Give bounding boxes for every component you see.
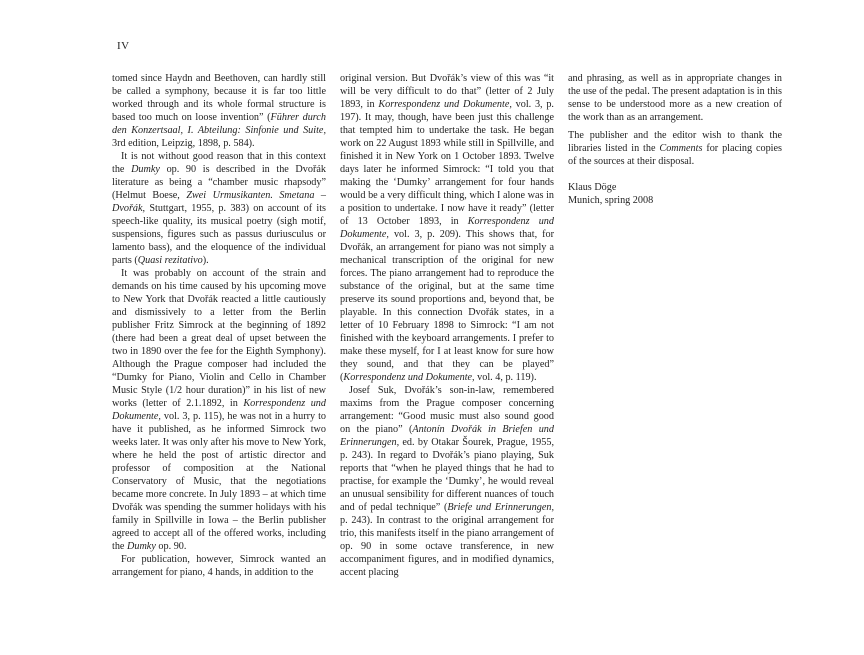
text-run: vol. 4, p. 119). bbox=[474, 372, 537, 383]
italic-text-run: Zwei Urmusikanten. Smetana – Dvořák, bbox=[112, 190, 326, 214]
paragraph bbox=[112, 267, 326, 553]
text-run: Munich, spring 2008 bbox=[568, 195, 654, 206]
italic-text-run: Korrespondenz und Dokumente, bbox=[378, 99, 512, 110]
text-column-middle bbox=[340, 72, 554, 579]
italic-text-run: Quasi rezitativo bbox=[137, 255, 203, 266]
text-run: ). bbox=[202, 255, 209, 266]
italic-text-run: Korrespondenz und Dokumente, bbox=[340, 216, 554, 240]
paragraph bbox=[568, 181, 782, 207]
italic-text-run: Korrespondenz und Dokumente, bbox=[112, 398, 326, 422]
italic-text-run: Führer durch den Konzertsaal, I. Abteilung: Sinfonie und Suite, bbox=[112, 112, 327, 136]
paragraph bbox=[112, 553, 326, 579]
text-run: ed. by Otakar Šourek, Prague, 1955, p. 243). In regard to Dvořák’s piano playing, Suk reports that “when he played things that he had to practise, for example the ‘Dumky’, he would reveal an unusual sensibility for different nuances of touch and of pedal technique” ( bbox=[340, 437, 554, 513]
paragraph bbox=[112, 150, 326, 267]
text-run: p. 243). In contrast to the original arrangement for trio, this manifests itself in the piano arrangement of op. 90 in some octave transference, in new accompaniment figures, and in modified dynamics, accent placing bbox=[340, 515, 554, 578]
text-run: Stuttgart, 1955, p. 383) on account of its speech-like quality, its musical poetry (sigh motif, suspensions, figures such as passus duriusculus or lamento bass), and the eloquence of the individual parts ( bbox=[112, 203, 326, 266]
text-run: It is not without good reason that in this context the bbox=[112, 151, 326, 175]
paragraph bbox=[340, 72, 554, 384]
text-run: 3rd edition, Leipzig, 1898, p. 584). bbox=[112, 138, 255, 149]
italic-text-run: Antonín Dvořák in Briefen und Erinnerungen, bbox=[340, 424, 554, 448]
text-run: and phrasing, as well as in appropriate changes in the use of the pedal. The present adaptation is in this sense to be understood more as a new creation of the work than as an arrangement. bbox=[568, 73, 782, 123]
text-column-left bbox=[112, 72, 326, 579]
text-run: tomed since Haydn and Beethoven, can hardly still be called a symphony, because it is far too little worked through and its whole formal structure is based too much on loose invention” ( bbox=[112, 73, 326, 123]
text-columns bbox=[112, 72, 784, 579]
text-run: for placing copies of the sources at their disposal. bbox=[568, 143, 782, 167]
text-run: The publisher and the editor wish to thank the libraries listed in the bbox=[568, 130, 782, 154]
text-run: For publication, however, Simrock wanted an arrangement for piano, 4 hands, in addition to the bbox=[112, 554, 326, 578]
paragraph bbox=[112, 72, 326, 150]
text-run: It was probably on account of the strain and demands on his time caused by his upcoming move to New York that Dvořák reacted a little cautiously and dismissively to a letter from the Berlin publisher Fritz Simrock at the beginning of 1892 (there had been a great deal of upset between the two in 1890 over the fee for the Eighth Symphony). Although the Prague composer had included the “Dumky for Piano, Violin and Cello in Chamber Music Style (1/2 hour duration)” in his list of new works (letter of 2.1.1892, in bbox=[112, 268, 326, 409]
italic-text-run: Dumky bbox=[131, 164, 160, 175]
text-run: Klaus Döge bbox=[568, 182, 617, 193]
text-run: vol. 3, p. 209). This shows that, for Dvořák, an arrangement for piano was not simply a mechanical transcription of the original for new forces. The piano arrangement had to reproduce the substance of the original, but at the same time preserve its sound proportions and, beyond that, be playable. In this connection Dvořák states, in a letter of 10 February 1898 to Simrock: “I am not finished with the keyboard arrangements. I prefer to make these myself, for I at least know for sure how they sound, and that they can be played” ( bbox=[340, 229, 554, 383]
text-run: op. 90. bbox=[155, 541, 187, 552]
italic-text-run: Comments bbox=[659, 143, 703, 154]
text-run: vol. 3, p. 115), he was not in a hurry to have it published, as he informed Simrock two weeks later. It was only after his move to New York, where he held the post of artistic director and professor of composition at the National Conservatory of Music, that the negotiations became more concrete. In July 1893 – at which time Dvořák was spending the summer holidays with his family in Spillville in Iowa – the Berlin publisher agreed to accept all of the offered works, including the bbox=[112, 411, 326, 552]
italic-text-run: Briefe und Erinnerungen, bbox=[447, 502, 555, 513]
text-column-right bbox=[568, 72, 782, 579]
italic-text-run: Dumky bbox=[127, 541, 156, 552]
text-run: vol. 3, p. 197). It may, though, have been just this challenge that tempted him to undertake the task. He began work on 22 August 1893 while still in Spillville, and finished it in New York on 1 October 1893. Twelve days later he informed Simrock: “I told you that making the ‘Dumky’ arrangement for four hands would be a very difficult thing, which I alone was in a position to undertake. I now have it ready” (letter of 13 October 1893, in bbox=[340, 99, 554, 227]
text-run: original version. But Dvořák’s view of this was “it will be very difficult to do that” (letter of 2 July 1893, in bbox=[340, 73, 554, 110]
text-run: op. 90 is described in the Dvořák literature as being a “chamber music rhapsody” (Helmut Boese, bbox=[112, 164, 326, 201]
italic-text-run: Korrespondenz und Dokumente, bbox=[343, 372, 475, 383]
paragraph bbox=[568, 72, 782, 124]
text-run: Josef Suk, Dvořák’s son-in-law, remembered maxims from the Prague composer concerning arrangement: “Good music must also sound good on the piano” ( bbox=[340, 385, 554, 435]
paragraph bbox=[340, 384, 554, 579]
page-number: IV bbox=[117, 40, 130, 52]
paragraph bbox=[568, 129, 782, 168]
